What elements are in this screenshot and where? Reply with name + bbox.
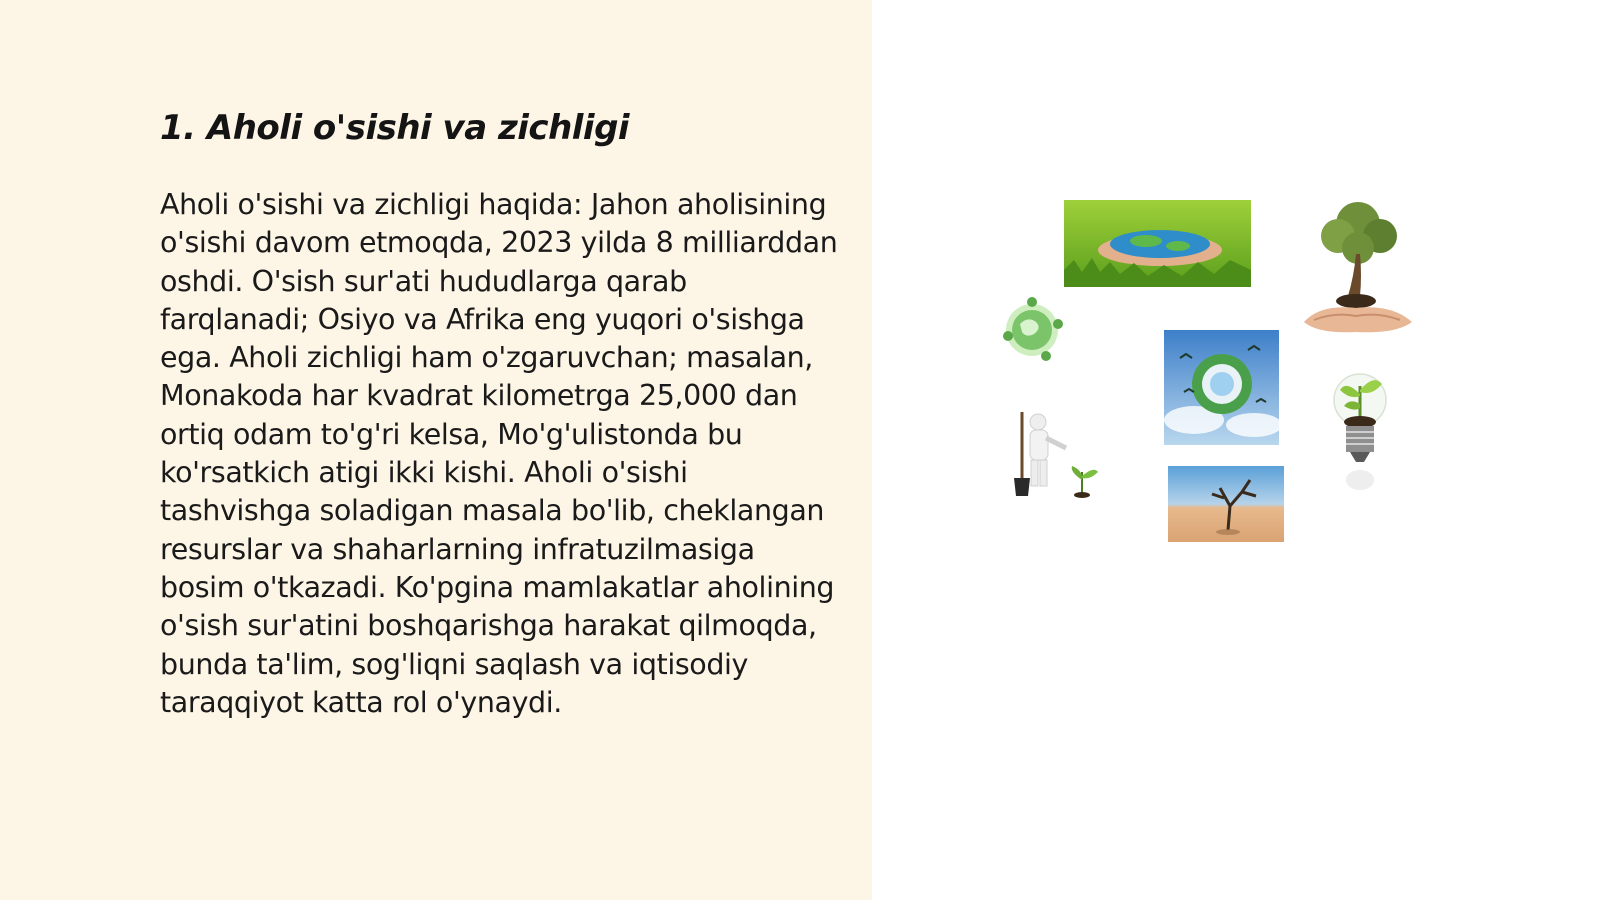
desert-dead-tree-image bbox=[1168, 466, 1284, 542]
figure-watering-plant-image bbox=[1012, 408, 1104, 500]
image-panel bbox=[872, 0, 1600, 900]
slide-body-text: Aholi o'sishi va zichligi haqida: Jahon aholisining o'sishi davom etmoqda, 2023 yilda 8 milliarddan oshdi. O'sish sur'ati hududlarga qarab farqlanadi; Osiyo va Afrika eng yuqori o'sishga ega. Aholi zichligi ham o'zgaruvchan; masalan, Monakoda har kvadrat kilometrga 25,000 dan ortiq odam to'g'ri kelsa, Mo'g'ulistonda bu ko'rsatkich atigi ikki kishi. Aholi o'sishi tashvishga soladigan masala bo'lib, cheklangan resurslar va shaharlarning infratuzilmasiga bosim o'tkazadi. Ko'pgina mamlakatlar aholining o'sish sur'atini boshqarishga harakat qilmoqda, bunda ta'lim, sog'liqni saqlash va iqtisodiy taraqqiyot katta rol o'ynaydi. bbox=[160, 188, 838, 719]
green-globe-image bbox=[996, 294, 1068, 366]
slide-title: 1. Aholi o'sishi va zichligi bbox=[160, 108, 630, 148]
lightbulb-sprout-image bbox=[1328, 360, 1392, 506]
grass-earth-hands-image bbox=[1064, 200, 1251, 287]
earth-sky-birds-image bbox=[1164, 330, 1279, 445]
tree-in-hands-image bbox=[1300, 196, 1418, 356]
